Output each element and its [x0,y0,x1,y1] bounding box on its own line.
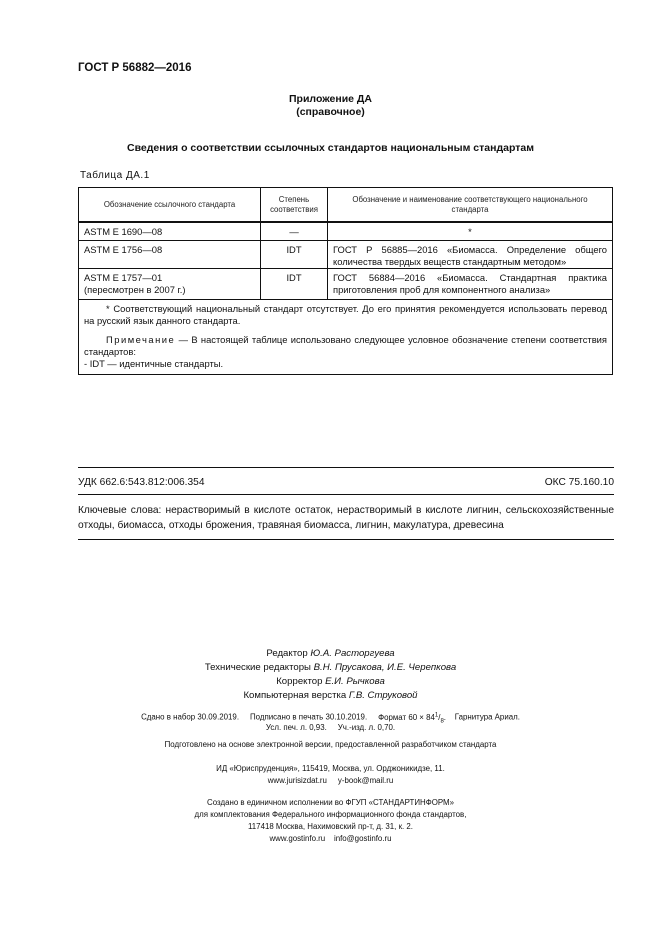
cell-national: ГОСТ Р 56885—2016 «Биомасса. Определение общего количества твердых веществ стандартным методом» [333,244,607,267]
keywords: Ключевые слова: нерастворимый в кислоте остаток, нерастворимый в кислоте лигнин, сельскохозяйственные отходы, биомасса, отходы брожения, травяная биомасса, лигнин, макулатура, древесина [78,505,614,531]
imprint-font: Гарнитура Ариал. [454,712,520,722]
document-code: ГОСТ Р 56882—2016 [78,62,192,74]
gost-contacts [0,833,661,845]
table-header-row [79,188,612,221]
table-row [79,268,612,299]
divider-mid [78,494,614,495]
credits-block [0,647,661,703]
cell-degree: — [261,223,328,240]
reference-note: (пересмотрен в 2007 г.) [84,284,186,295]
table-footnote: * Соответствующий национальный стандарт отсутствует. До его принятия рекомендуется использовать перевод на русский язык данного стандарта. [84,303,607,326]
editor-line [0,647,661,661]
cell-reference: ASTM E 1756—08 [79,241,261,268]
table-notes [79,299,612,374]
imprint-publisher-sheets: Уч.-изд. л. 0,70. [337,723,396,732]
layout-line [0,689,661,703]
created-line-1: Создано в единичном исполнении во ФГУП «СТАНДАРТИНФОРМ» [207,798,454,807]
reference-code: ASTM E 1757—01 [84,272,163,283]
table-row [79,221,612,240]
header-national: Обозначение и наименование соответствующего национального стандарта [352,194,588,214]
imprint-line-2 [0,722,661,734]
gost-website[interactable]: www.gostinfo.ru [269,834,326,843]
imprint-format: Формат $60 \times 84^1/_8$. [378,712,446,725]
format-text: Формат 60 × 84 [378,712,435,722]
tech-label: Технические редакторы [204,662,311,673]
publisher-contacts [0,775,661,787]
header-reference: Обозначение ссылочного стандарта [79,188,261,221]
udk-code: УДК 662.6:543.812:006.354 [78,477,205,488]
correspondence-table [78,187,613,375]
section-title: Сведения о соответствии ссылочных стандартов национальным стандартам [127,142,534,154]
annex-heading [0,93,661,119]
created-line-2: для комплектования Федерального информационного фонда стандартов, [194,810,467,819]
annex-title: Приложение ДА [289,93,372,105]
editor-label: Редактор [266,648,308,659]
divider-top [78,467,614,468]
cell-reference [79,269,261,299]
layout-label: Компьютерная верстка [243,690,347,701]
tech-names: В.Н. Прусакова, И.Е. Черепкова [313,662,457,673]
cell-national: * [468,226,472,237]
gost-email[interactable]: info@gostinfo.ru [333,834,392,843]
created-line-3: 117418 Москва, Нахимовский пр-т, д. 31, к. 2. [247,822,413,831]
tech-editors-line [0,661,661,675]
publisher-email[interactable]: y-book@mail.ru [337,776,394,785]
publisher-address: ИД «Юриспруденция», 115419, Москва, ул. Орджоникидзе, 11. [216,764,445,773]
table-label: Таблица ДА.1 [80,170,150,181]
corrector-name: Е.И. Рычкова [325,676,385,687]
format-sub: 8 [440,718,444,725]
layout-name: Г.В. Струковой [348,690,418,701]
cell-national: ГОСТ 56884—2016 «Биомасса. Стандартная практика приготовления проб для компонентного анализа» [333,272,607,295]
table-row [79,240,612,268]
imprint-sent: Сдано в набор 30.09.2019. [141,712,240,722]
oks-code: ОКС 75.160.10 [544,477,614,488]
format-sup: 1 [434,712,439,718]
corrector-line [0,675,661,689]
divider-bottom [78,539,614,540]
annex-subtitle: (справочное) [296,106,365,118]
cell-degree: IDT [261,269,328,299]
imprint-printed-sheets: Усл. печ. л. 0,93. [265,723,327,732]
cell-degree: IDT [261,241,328,268]
imprint-signed: Подписано в печать 30.10.2019. [249,712,368,722]
note-label: Примечание [106,334,176,345]
note-text: — В настоящей таблице использовано следующее условное обозначение степени соответствия стандартов: [84,334,607,357]
header-degree: Степень соответствия [261,188,328,221]
publisher-website[interactable]: www.jurisizdat.ru [267,776,327,785]
corrector-label: Корректор [276,676,323,687]
table-note [84,334,607,358]
cell-reference: ASTM E 1690—08 [79,223,261,240]
editor-name: Ю.А. Расторгуева [310,648,395,659]
note-item: - IDT — идентичные стандарты. [84,358,224,369]
imprint-prepared: Подготовлено на основе электронной версии, предоставленной разработчиком стандарта [164,740,497,749]
